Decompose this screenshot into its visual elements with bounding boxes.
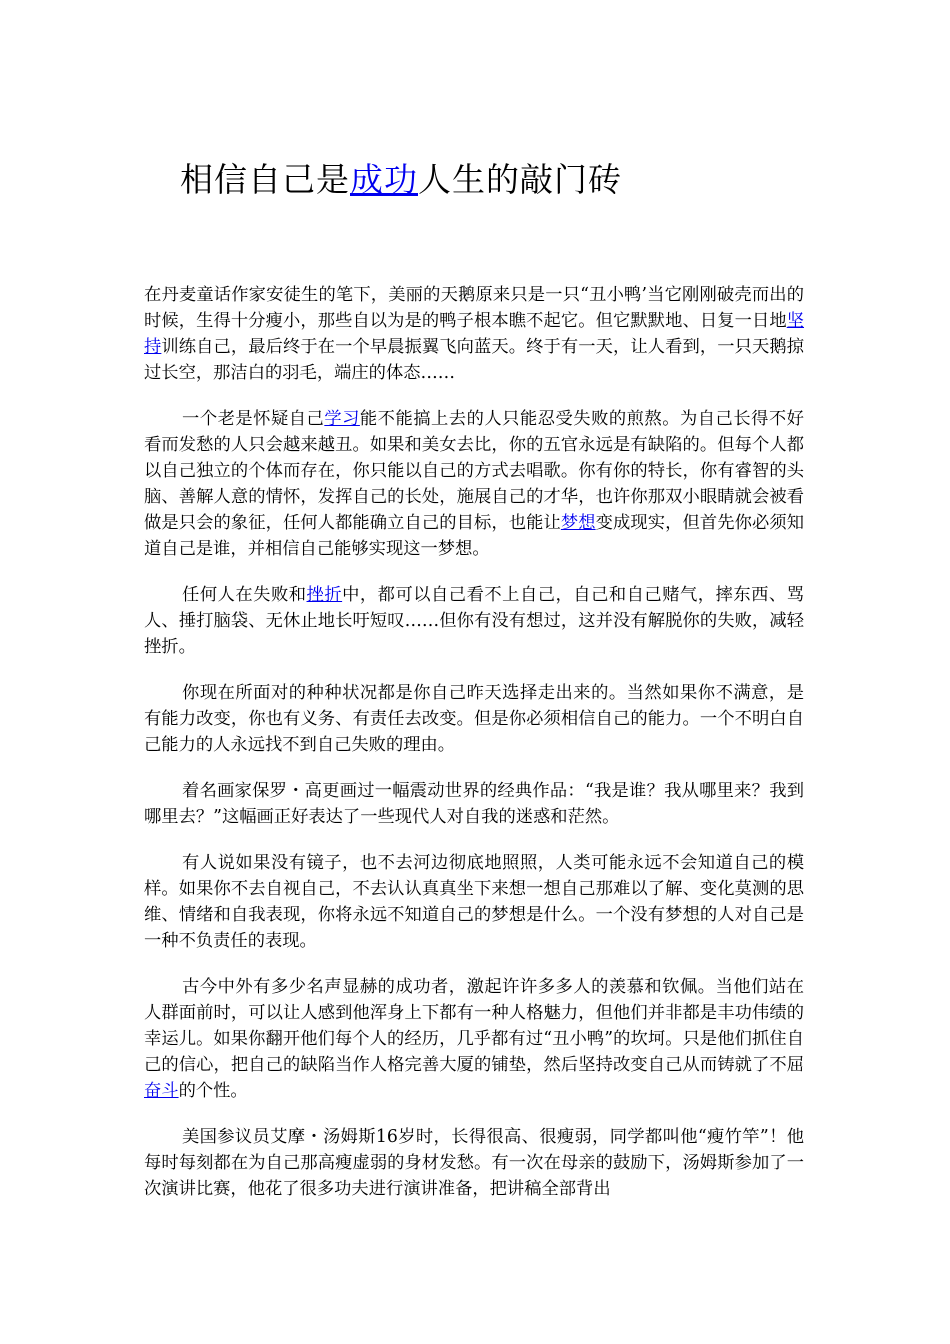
paragraph-text: 训练自己，最后终于在一个早晨振翼飞向蓝天。终于有一天，让人看到，一只天鹅掠过长空，那洁白的羽毛，端庄的体态…… [144,337,804,383]
title-link-success[interactable]: 成功 [350,160,418,199]
paragraph [144,582,804,660]
paragraph [144,282,804,386]
paragraph-text: 你现在所面对的种种状况都是你自己昨天选择走出来的。当然如果你不满意，是有能力改变，你也有义务、有责任去改变。但是你必须相信自己的能力。一个不明白自己能力的人永远找不到自己失败的理由。 [144,683,804,755]
paragraph-text: 中，都可以自己看不上自己，自己和自己赌气，摔东西、骂人、捶打脑袋、无休止地长吁短叹……但你有没有想过，这并没有解脱你的失败，减轻挫折。 [144,585,804,657]
page-title [180,158,622,202]
paragraph-text: 的个性。 [178,1081,248,1101]
paragraph [144,680,804,758]
inline-link[interactable]: 学习 [324,409,360,429]
paragraph-text: 一个老是怀疑自己 [182,409,325,429]
title-text-after: 人生的敲门砖 [418,160,622,199]
paragraph-text: 在丹麦童话作家安徒生的笔下，美丽的天鹅原来只是一只“丑小鸭’当它刚刚破壳而出的时候，生得十分瘦小，那些自以为是的鸭子根本瞧不起它。但它默默地、日复一日地 [144,285,804,331]
paragraph-text: 着名画家保罗・高更画过一幅震动世界的经典作品：“我是谁？我从哪里来？我到哪里去？”这幅画正好表达了一些现代人对自我的迷惑和茫然。 [144,781,804,827]
paragraph-text: 美国参议员艾摩・汤姆斯16岁时，长得很高、很瘦弱，同学都叫他“瘦竹竿”！他每时每刻都在为自己那高瘦虚弱的身材发愁。有一次在母亲的鼓励下，汤姆斯参加了一次演讲比赛，他花了很多功夫进行演讲准备，把讲稿全部背出 [144,1127,804,1199]
inline-link[interactable]: 奋斗 [144,1081,179,1101]
article-body [144,282,804,1222]
paragraph-text: 任何人在失败和 [182,585,307,605]
paragraph-text: 变成现实，但首先你必须知道自己是谁，并相信自己能够实现这一梦想。 [144,513,804,559]
paragraph [144,406,804,562]
paragraph-text: 古今中外有多少名声显赫的成功者，激起许许多多人的羡慕和钦佩。当他们站在人群面前时，可以让人感到他浑身上下都有一种人格魅力，但他们并非都是丰功伟绩的幸运儿。如果你翻开他们每个人的经历，几乎都有过“丑小鸭”的坎坷。只是他们抓住自己的信心，把自己的缺陷当作人格完善大厦的铺垫，然后坚持改变自己从而铸就了不屈 [144,977,804,1075]
paragraph [144,850,804,954]
paragraph-text: 有人说如果没有镜子，也不去河边彻底地照照，人类可能永远不会知道自己的模样。如果你不去自视自己，不去认认真真坐下来想一想自己那难以了解、变化莫测的思维、情绪和自我表现，你将永远不知道自己的梦想是什么。一个没有梦想的人对自己是一种不负责任的表现。 [144,853,804,951]
paragraph [144,778,804,830]
paragraph [144,1124,804,1202]
inline-link[interactable]: 挫折 [306,585,343,605]
title-text-before: 相信自己是 [180,160,350,199]
paragraph [144,974,804,1104]
inline-link[interactable]: 坚持 [144,311,804,357]
inline-link[interactable]: 梦想 [560,513,596,533]
paragraph-text: 能不能搞上去的人只能忍受失败的煎熬。为自己长得不好看而发愁的人只会越来越丑。如果和美女去比，你的五官永远是有缺陷的。但每个人都以自己独立的个体而存在，你只能以自己的方式去唱歌。你有你的特长，你有睿智的头脑、善解人意的情怀，发挥自己的长处，施展自己的才华，也许你那双小眼睛就会被看做是只会的象征，任何人都能确立自己的目标，也能让 [144,409,804,533]
